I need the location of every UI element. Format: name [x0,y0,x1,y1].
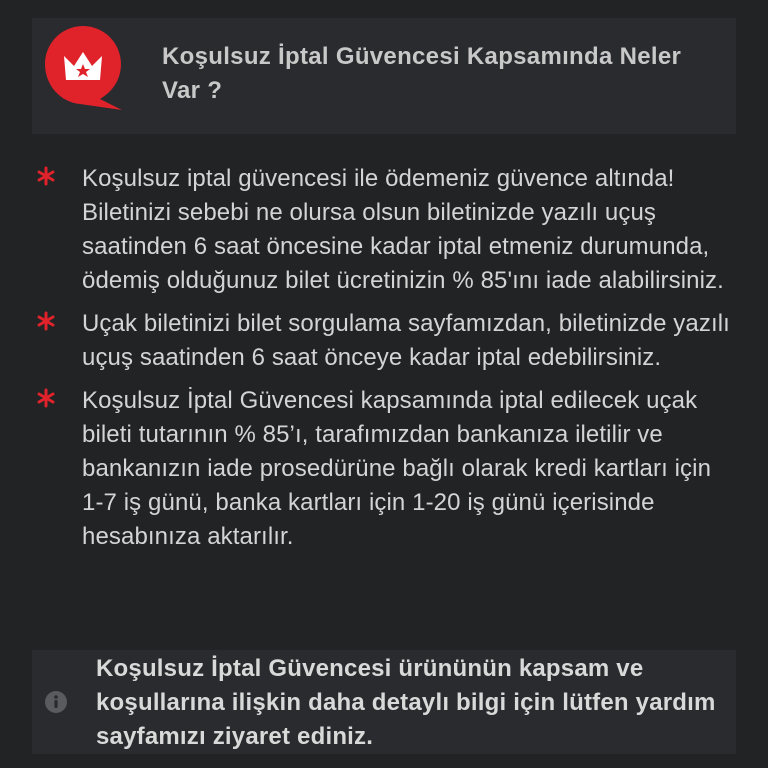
list-item [36,384,736,554]
info-icon [44,690,68,714]
list-item-text: Koşulsuz İptal Güvencesi kapsamında iptal edilecek uçak bileti tutarının % 85’ı, tarafımızdan bankanıza iletilir ve bankanızın iade prosedürüne bağlı olarak kredi kartları için 1-7 iş günü, banka kartları için 1-20 iş günü içerisinde hesabınıza aktarılır. [82,387,712,550]
list-item-text: Koşulsuz iptal güvencesi ile ödemeniz güvence altında! Biletinizi sebebi ne olursa olsun biletinizde yazılı uçuş saatinden 6 saat öncesine kadar iptal etmeniz durumunda, ödemiş olduğunuz bilet ücretinizin % 85'ını iade alabilirsiniz. [82,165,724,294]
crown-speech-bubble-icon [40,22,126,114]
asterisk-icon [36,166,56,186]
list-item [36,162,736,298]
page-title: Koşulsuz İptal Güvencesi Kapsamında Neler Var ? [162,43,682,104]
asterisk-icon [36,311,56,331]
list-item [36,307,736,375]
coverage-list [36,162,736,563]
help-page-link[interactable]: Koşulsuz İptal Güvencesi ürününün kapsam ve koşullarına ilişkin daha detaylı bilgi için lütfen yardım sayfamızı ziyaret ediniz. [96,655,716,750]
asterisk-icon [36,388,56,408]
list-item-text: Uçak biletinizi bilet sorgulama sayfamızdan, biletinizde yazılı uçuş saatinden 6 saat önceye kadar iptal edebilirsiniz. [82,310,730,371]
